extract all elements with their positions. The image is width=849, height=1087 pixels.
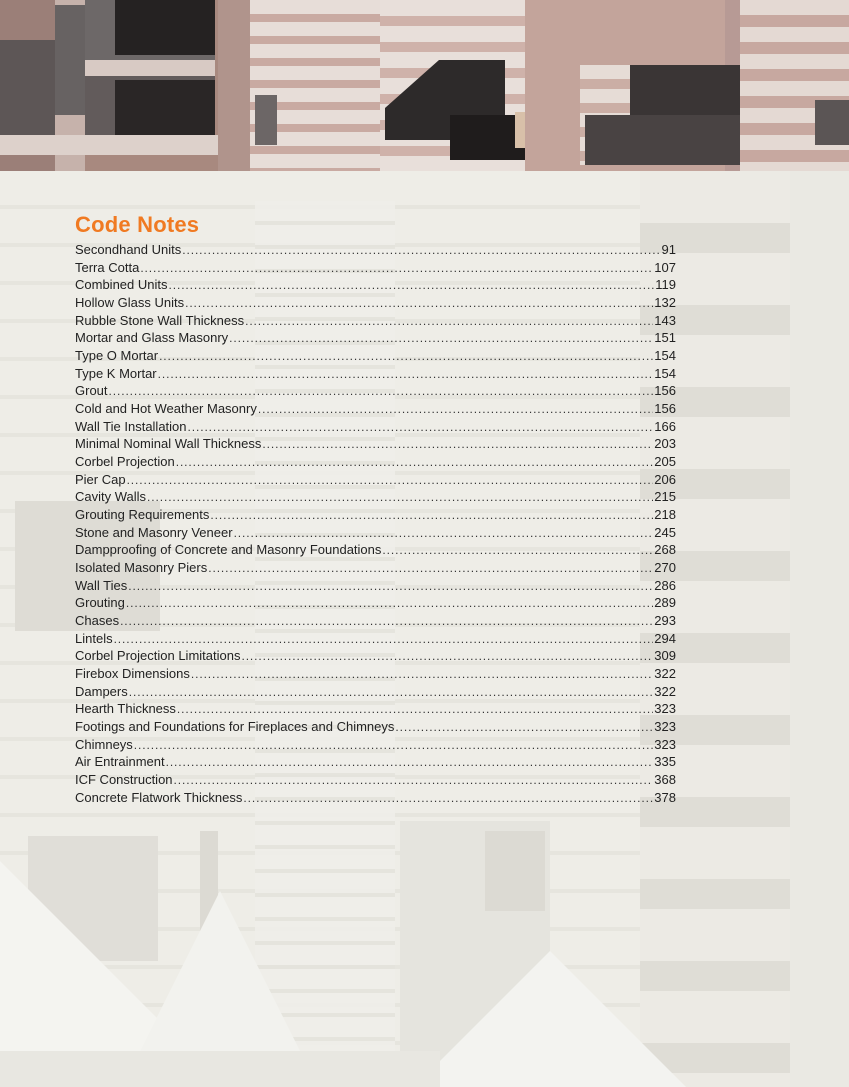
toc-entry[interactable] bbox=[75, 276, 676, 294]
dot-leader bbox=[229, 330, 653, 348]
toc-entry[interactable] bbox=[75, 541, 676, 559]
toc-entry[interactable] bbox=[75, 241, 676, 259]
toc-entry-page-number: 132 bbox=[654, 295, 676, 311]
building-facade-photo bbox=[0, 0, 849, 171]
dot-leader bbox=[159, 348, 653, 366]
dot-leader bbox=[158, 366, 654, 384]
toc-entry-label: Wall Tie Installation bbox=[75, 418, 187, 434]
toc-entry[interactable] bbox=[75, 259, 676, 277]
dot-leader bbox=[258, 401, 653, 419]
toc-entry-page-number: 154 bbox=[654, 365, 676, 381]
toc-entry-page-number: 245 bbox=[654, 524, 676, 540]
toc-entry-label: Corbel Projection Limitations bbox=[75, 648, 241, 664]
toc-entry[interactable] bbox=[75, 718, 676, 736]
dot-leader bbox=[177, 701, 653, 719]
toc-entry[interactable] bbox=[75, 665, 676, 683]
toc-entry[interactable] bbox=[75, 347, 676, 365]
toc-entry-label: Chimneys bbox=[75, 736, 133, 752]
dot-leader bbox=[174, 772, 654, 790]
toc-entry-label: Firebox Dimensions bbox=[75, 666, 190, 682]
toc-entry-page-number: 156 bbox=[654, 401, 676, 417]
dot-leader bbox=[134, 737, 654, 755]
toc-entry[interactable] bbox=[75, 400, 676, 418]
dot-leader bbox=[140, 260, 653, 278]
toc-entry[interactable] bbox=[75, 524, 676, 542]
dot-leader bbox=[191, 666, 653, 684]
toc-entry-label: Grouting bbox=[75, 595, 125, 611]
table-of-contents bbox=[75, 241, 676, 807]
toc-entry-page-number: 205 bbox=[654, 454, 676, 470]
toc-entry-page-number: 218 bbox=[654, 507, 676, 523]
toc-entry-page-number: 268 bbox=[654, 542, 676, 558]
toc-entry-page-number: 143 bbox=[654, 312, 676, 328]
toc-entry-label: Combined Units bbox=[75, 277, 168, 293]
toc-entry-page-number: 119 bbox=[655, 277, 676, 293]
toc-entry-label: Hollow Glass Units bbox=[75, 295, 185, 311]
toc-entry-page-number: 203 bbox=[654, 436, 676, 452]
toc-entry-label: Grout bbox=[75, 383, 108, 399]
toc-entry-page-number: 215 bbox=[654, 489, 676, 505]
toc-entry[interactable] bbox=[75, 329, 676, 347]
toc-entry-page-number: 166 bbox=[654, 418, 676, 434]
toc-entry[interactable] bbox=[75, 577, 676, 595]
dot-leader bbox=[395, 719, 653, 737]
toc-entry-page-number: 294 bbox=[654, 630, 676, 646]
toc-entry[interactable] bbox=[75, 647, 676, 665]
toc-entry[interactable] bbox=[75, 630, 676, 648]
toc-entry-label: Concrete Flatwork Thickness bbox=[75, 789, 243, 805]
dot-leader bbox=[234, 525, 654, 543]
toc-entry[interactable] bbox=[75, 294, 676, 312]
toc-entry-label: Mortar and Glass Masonry bbox=[75, 330, 229, 346]
dot-leader bbox=[245, 313, 653, 331]
dot-leader bbox=[166, 754, 654, 772]
toc-entry-page-number: 206 bbox=[654, 471, 676, 487]
toc-entry[interactable] bbox=[75, 789, 676, 807]
toc-entry-label: Stone and Masonry Veneer bbox=[75, 524, 233, 540]
toc-entry-page-number: 323 bbox=[654, 736, 676, 752]
toc-entry-label: Wall Ties bbox=[75, 577, 128, 593]
toc-entry-page-number: 293 bbox=[654, 613, 676, 629]
toc-entry[interactable] bbox=[75, 594, 676, 612]
dot-leader bbox=[176, 454, 654, 472]
toc-entry-page-number: 323 bbox=[654, 701, 676, 717]
toc-entry-page-number: 322 bbox=[654, 666, 676, 682]
toc-entry[interactable] bbox=[75, 559, 676, 577]
toc-entry-page-number: 322 bbox=[654, 683, 676, 699]
toc-entry-label: Dampproofing of Concrete and Masonry Foundations bbox=[75, 542, 382, 558]
dot-leader bbox=[169, 277, 655, 295]
toc-entry-label: ICF Construction bbox=[75, 772, 173, 788]
toc-entry[interactable] bbox=[75, 612, 676, 630]
dot-leader bbox=[185, 295, 653, 313]
toc-entry-label: Isolated Masonry Piers bbox=[75, 560, 208, 576]
toc-entry[interactable] bbox=[75, 453, 676, 471]
toc-entry-label: Secondhand Units bbox=[75, 242, 182, 257]
toc-entry-label: Cold and Hot Weather Masonry bbox=[75, 401, 257, 417]
toc-entry-label: Dampers bbox=[75, 683, 128, 699]
toc-entry-label: Air Entrainment bbox=[75, 754, 165, 770]
toc-entry-label: Lintels bbox=[75, 630, 113, 646]
toc-entry[interactable] bbox=[75, 771, 676, 789]
toc-entry[interactable] bbox=[75, 753, 676, 771]
toc-entry[interactable] bbox=[75, 488, 676, 506]
toc-entry-label: Type O Mortar bbox=[75, 348, 159, 364]
toc-entry[interactable] bbox=[75, 736, 676, 754]
dot-leader bbox=[126, 595, 653, 613]
toc-entry-page-number: 156 bbox=[654, 383, 676, 399]
dot-leader bbox=[114, 631, 654, 649]
toc-entry-label: Grouting Requirements bbox=[75, 507, 210, 523]
dot-leader bbox=[208, 560, 653, 578]
toc-entry[interactable] bbox=[75, 312, 676, 330]
toc-entry[interactable] bbox=[75, 382, 676, 400]
code-notes-section bbox=[75, 212, 676, 807]
toc-entry-label: Type K Mortar bbox=[75, 365, 157, 381]
toc-entry-page-number: 107 bbox=[654, 259, 676, 275]
dot-leader bbox=[241, 648, 653, 666]
dot-leader bbox=[147, 489, 653, 507]
toc-entry-label: Pier Cap bbox=[75, 471, 126, 487]
toc-entry-page-number: 335 bbox=[654, 754, 676, 770]
toc-entry[interactable] bbox=[75, 506, 676, 524]
toc-entry-label: Hearth Thickness bbox=[75, 701, 176, 717]
toc-entry-label: Minimal Nominal Wall Thickness bbox=[75, 436, 262, 452]
toc-entry-page-number: 289 bbox=[654, 595, 676, 611]
toc-entry[interactable] bbox=[75, 435, 676, 453]
page-title: Code Notes bbox=[75, 212, 200, 237]
dot-leader bbox=[120, 613, 653, 631]
toc-entry-page-number: 154 bbox=[654, 348, 676, 364]
toc-entry[interactable] bbox=[75, 700, 676, 718]
toc-entry-page-number: 378 bbox=[654, 789, 676, 805]
toc-entry-label: Corbel Projection bbox=[75, 454, 175, 470]
toc-entry-label: Footings and Foundations for Fireplaces and Chimneys bbox=[75, 719, 395, 735]
toc-entry[interactable] bbox=[75, 471, 676, 489]
toc-entry[interactable] bbox=[75, 418, 676, 436]
dot-leader bbox=[182, 242, 660, 260]
dot-leader bbox=[127, 472, 654, 490]
toc-entry-label: Cavity Walls bbox=[75, 489, 147, 505]
toc-entry-page-number: 91 bbox=[661, 242, 676, 257]
dot-leader bbox=[188, 419, 654, 437]
toc-entry-label: Terra Cotta bbox=[75, 259, 140, 275]
toc-entry-page-number: 368 bbox=[654, 772, 676, 788]
dot-leader bbox=[129, 684, 654, 702]
toc-entry-page-number: 309 bbox=[654, 648, 676, 664]
toc-entry-page-number: 286 bbox=[654, 577, 676, 593]
toc-entry-label: Rubble Stone Wall Thickness bbox=[75, 312, 245, 328]
toc-entry-label: Chases bbox=[75, 613, 120, 629]
toc-entry-page-number: 323 bbox=[654, 719, 676, 735]
dot-leader bbox=[109, 383, 654, 401]
dot-leader bbox=[128, 578, 653, 596]
dot-leader bbox=[382, 542, 653, 560]
toc-entry-page-number: 270 bbox=[654, 560, 676, 576]
toc-entry[interactable] bbox=[75, 365, 676, 383]
toc-entry[interactable] bbox=[75, 683, 676, 701]
dot-leader bbox=[243, 790, 653, 808]
dot-leader bbox=[262, 436, 653, 454]
dot-leader bbox=[210, 507, 653, 525]
toc-entry-page-number: 151 bbox=[654, 330, 676, 346]
